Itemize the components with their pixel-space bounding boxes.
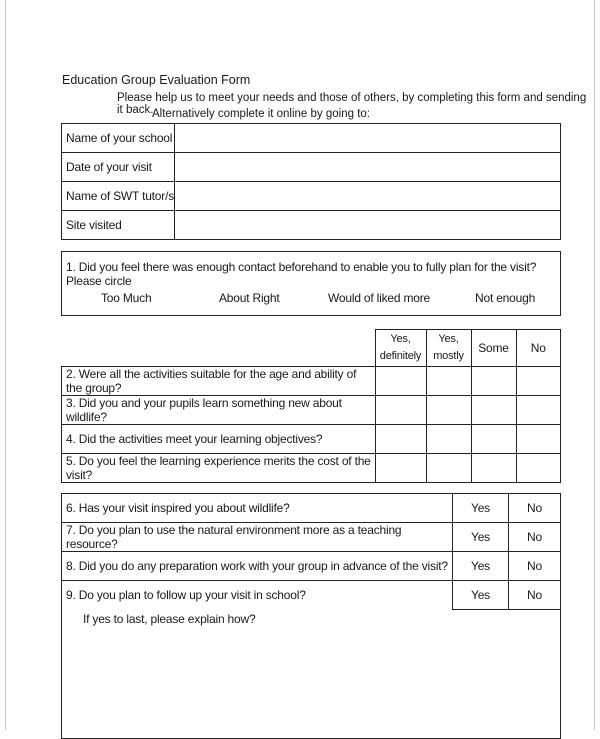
header-no: No (516, 330, 561, 367)
form-instructions: Please help us to meet your needs and those of others, by completing this form and sending it back. (117, 92, 587, 116)
q7-yes[interactable]: Yes (453, 523, 509, 552)
q9-yes[interactable]: Yes (453, 581, 509, 610)
rating-table (61, 329, 561, 483)
question-1-text: 1. Did you feel there was enough contact beforehand to enable you to fully plan for the visit? Please circle (66, 260, 537, 288)
q3-no-cell[interactable] (516, 396, 561, 425)
question-6-text: 6. Has your visit inspired you about wildlife? (62, 494, 453, 523)
q5-no-cell[interactable] (516, 454, 561, 483)
header-yes-mostly: Yes, mostly (426, 330, 471, 367)
question-2-text: 2. Were all the activities suitable for the age and ability of the group? (62, 367, 376, 396)
header-some: Some (471, 330, 516, 367)
q2-some-cell[interactable] (471, 367, 516, 396)
q6-no[interactable]: No (509, 494, 561, 523)
site-visited-field[interactable] (175, 211, 561, 240)
q2-yes-definitely-cell[interactable] (375, 367, 426, 396)
q4-yes-definitely-cell[interactable] (375, 425, 426, 454)
q5-some-cell[interactable] (471, 454, 516, 483)
q5-yes-definitely-cell[interactable] (375, 454, 426, 483)
q4-no-cell[interactable] (516, 425, 561, 454)
tutor-name-field[interactable] (175, 182, 561, 211)
q3-some-cell[interactable] (471, 396, 516, 425)
question-5-text: 5. Do you feel the learning experience merits the cost of the visit? (62, 454, 376, 483)
q3-yes-definitely-cell[interactable] (375, 396, 426, 425)
yes-no-table (61, 493, 561, 610)
q5-yes-mostly-cell[interactable] (426, 454, 471, 483)
option-not-enough[interactable]: Not enough (475, 291, 536, 305)
question-7-text: 7. Do you plan to use the natural environment more as a teaching resource? (62, 523, 453, 552)
question-9-text: 9. Do you plan to follow up your visit in school? (62, 581, 453, 610)
option-too-much[interactable]: Too Much (101, 291, 152, 305)
q4-some-cell[interactable] (471, 425, 516, 454)
visit-date-field[interactable] (175, 153, 561, 182)
question-3-text: 3. Did you and your pupils learn something new about wildlife? (62, 396, 376, 425)
q4-yes-mostly-cell[interactable] (426, 425, 471, 454)
site-visited-label: Site visited (62, 211, 175, 240)
q3-yes-mostly-cell[interactable] (426, 396, 471, 425)
question-1-box (61, 251, 561, 316)
form-title: Education Group Evaluation Form (62, 73, 251, 87)
q8-yes[interactable]: Yes (453, 552, 509, 581)
explain-prompt: If yes to last, please explain how? (83, 612, 256, 626)
details-table (61, 123, 561, 240)
question-4-text: 4. Did the activities meet your learning objectives? (62, 425, 376, 454)
q7-no[interactable]: No (509, 523, 561, 552)
header-yes-definitely: Yes, definitely (375, 330, 426, 367)
q9-no[interactable]: No (509, 581, 561, 610)
visit-date-label: Date of your visit (62, 153, 175, 182)
school-name-label: Name of your school (62, 124, 175, 153)
school-name-field[interactable] (175, 124, 561, 153)
question-8-text: 8. Did you do any preparation work with your group in advance of the visit? (62, 552, 453, 581)
option-would-like-more[interactable]: Would of liked more (328, 291, 431, 305)
explain-box[interactable] (61, 609, 561, 739)
option-about-right[interactable]: About Right (219, 291, 280, 305)
form-online-note: Alternatively complete it online by going to: (152, 108, 370, 120)
q2-yes-mostly-cell[interactable] (426, 367, 471, 396)
form-page (5, 0, 595, 730)
q8-no[interactable]: No (509, 552, 561, 581)
q6-yes[interactable]: Yes (453, 494, 509, 523)
tutor-name-label: Name of SWT tutor/s (62, 182, 175, 211)
q2-no-cell[interactable] (516, 367, 561, 396)
